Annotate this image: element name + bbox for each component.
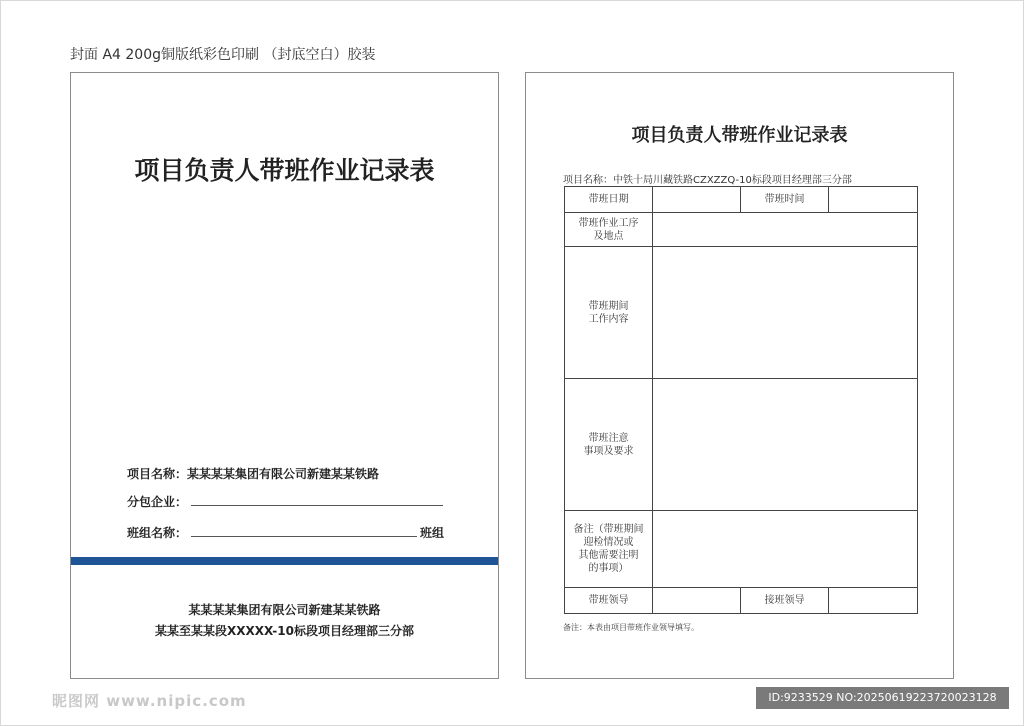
- cover-page: [70, 72, 499, 679]
- handover-leader-cell[interactable]: [829, 588, 918, 614]
- process-cell[interactable]: [653, 213, 918, 247]
- cover-team-label: 班组名称：: [127, 526, 188, 540]
- table-row-leaders: [565, 588, 918, 614]
- remarks-cell[interactable]: [653, 511, 918, 588]
- table-row-remarks: [565, 511, 918, 588]
- cover-title: 项目负责人带班作业记录表: [134, 156, 435, 185]
- cover-footer-line2: 某某至某某段XXXXX-10标段项目经理部三分部: [155, 624, 414, 638]
- shift-time-cell[interactable]: [829, 187, 918, 213]
- table-row-attention: [565, 379, 918, 511]
- form-title: 项目负责人带班作业记录表: [631, 125, 848, 146]
- cover-blue-band: [71, 557, 498, 565]
- team-underline: [191, 536, 417, 537]
- cover-project-label: 项目名称：: [127, 467, 188, 481]
- cover-footer-line1: 某某某某集团有限公司新建某某铁路: [188, 603, 381, 617]
- print-spec-caption: 封面 A4 200g铜版纸彩色印刷 （封底空白）胶装: [70, 47, 376, 63]
- form-project-line: 项目名称：中铁十局川藏铁路CZXZZQ-10标段项目经理部三分部: [563, 175, 852, 186]
- table-row-process: [565, 213, 918, 247]
- cover-team-suffix: 班组: [420, 526, 445, 540]
- record-table: [564, 186, 918, 614]
- shift-leader-cell[interactable]: [653, 588, 741, 614]
- attention-cell[interactable]: [653, 379, 918, 511]
- cover-project-field: [127, 465, 379, 482]
- handover-leader-label: 接班领导: [741, 588, 829, 614]
- shift-date-label: 带班日期: [565, 187, 653, 213]
- subcontractor-underline: [191, 505, 443, 506]
- process-label: 带班作业工序 及地点: [565, 213, 653, 247]
- image-id-badge: ID:9233529 NO:20250619223720023128: [756, 687, 1009, 709]
- shift-date-cell[interactable]: [653, 187, 741, 213]
- shift-time-label: 带班时间: [741, 187, 829, 213]
- table-row-content: [565, 247, 918, 379]
- cover-subcontractor-label: 分包企业：: [127, 495, 188, 509]
- form-footnote: 备注：本表由项目带班作业领导填写。: [563, 623, 699, 632]
- attention-label: 带班注意 事项及要求: [565, 379, 653, 511]
- remarks-label: 备注（带班期间 迎检情况或 其他需要注明 的事项）: [565, 511, 653, 588]
- site-watermark: 昵图网 www.nipic.com: [52, 692, 247, 710]
- work-content-cell[interactable]: [653, 247, 918, 379]
- shift-leader-label: 带班领导: [565, 588, 653, 614]
- work-content-label: 带班期间 工作内容: [565, 247, 653, 379]
- cover-project-value: 某某某某集团有限公司新建某某铁路: [187, 467, 380, 481]
- form-page: [525, 72, 954, 679]
- table-row-date: [565, 187, 918, 213]
